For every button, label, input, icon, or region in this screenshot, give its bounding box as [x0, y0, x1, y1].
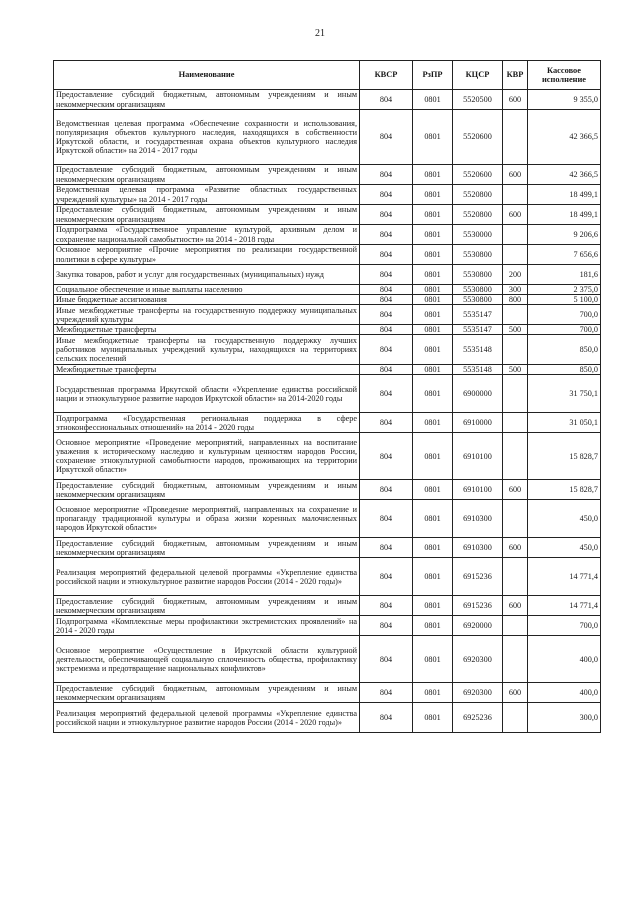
row-rzpr: 0801	[413, 500, 453, 538]
row-rzpr: 0801	[413, 375, 453, 413]
row-sum: 700,0	[528, 616, 601, 636]
row-rzpr: 0801	[413, 185, 453, 205]
row-kvr: 500	[503, 365, 528, 375]
row-kvsr: 804	[360, 413, 413, 433]
row-kvsr: 804	[360, 596, 413, 616]
row-kcsr: 6900000	[453, 375, 503, 413]
row-rzpr: 0801	[413, 636, 453, 683]
row-sum: 14 771,4	[528, 596, 601, 616]
row-kvr	[503, 245, 528, 265]
row-rzpr: 0801	[413, 90, 453, 110]
row-kvsr: 804	[360, 185, 413, 205]
row-kcsr: 6910100	[453, 480, 503, 500]
row-kcsr: 6910300	[453, 500, 503, 538]
row-kvsr: 804	[360, 225, 413, 245]
row-kvr	[503, 225, 528, 245]
row-sum: 31 050,1	[528, 413, 601, 433]
row-sum: 14 771,4	[528, 558, 601, 596]
row-rzpr: 0801	[413, 225, 453, 245]
row-kvr: 600	[503, 596, 528, 616]
row-sum: 42 366,5	[528, 110, 601, 165]
table-row	[54, 110, 601, 165]
row-sum: 42 366,5	[528, 165, 601, 185]
row-name: Основное мероприятие «Осуществление в Иркутской области культурной деятельности, обеспечивающей социальную сплоченность общества, профилактику экстремизма и предотвращение национальных конфликтов»	[54, 636, 360, 683]
header-rzpr: РзПР	[413, 61, 453, 90]
row-sum: 181,6	[528, 265, 601, 285]
table-row	[54, 636, 601, 683]
table-row	[54, 538, 601, 558]
row-name: Реализация мероприятий федеральной целевой программы «Укрепление единства российской нации и этнокультурное развитие народов России (2014 - 2020 годы)»	[54, 703, 360, 733]
row-sum: 31 750,1	[528, 375, 601, 413]
table-row	[54, 413, 601, 433]
row-kvr	[503, 558, 528, 596]
row-kvsr: 804	[360, 500, 413, 538]
table-row	[54, 616, 601, 636]
row-kvsr: 804	[360, 433, 413, 480]
row-kcsr: 5530800	[453, 295, 503, 305]
row-kvsr: 804	[360, 636, 413, 683]
row-sum: 400,0	[528, 683, 601, 703]
row-rzpr: 0801	[413, 295, 453, 305]
row-rzpr: 0801	[413, 245, 453, 265]
row-kcsr: 6910100	[453, 433, 503, 480]
row-kcsr: 5520600	[453, 165, 503, 185]
row-name: Реализация мероприятий федеральной целевой программы «Укрепление единства российской нации и этнокультурное развитие народов России (2014 - 2020 годы)»	[54, 558, 360, 596]
row-sum: 7 656,6	[528, 245, 601, 265]
row-rzpr: 0801	[413, 365, 453, 375]
table-row	[54, 245, 601, 265]
header-kcsr: КЦСР	[453, 61, 503, 90]
row-kcsr: 5520500	[453, 90, 503, 110]
table-body	[54, 90, 601, 733]
row-kcsr: 6925236	[453, 703, 503, 733]
row-kvsr: 804	[360, 703, 413, 733]
page-number: 21	[315, 28, 325, 39]
row-rzpr: 0801	[413, 110, 453, 165]
header-kvr: КВР	[503, 61, 528, 90]
row-kvr: 600	[503, 683, 528, 703]
row-sum: 18 499,1	[528, 185, 601, 205]
row-name: Основное мероприятие «Проведение мероприятий, направленных на воспитание уважения к историческому наследию и культурным ценностям народов России, сохранение этнокультурной самобытности народов, проживающих на территории Иркутской области»	[54, 433, 360, 480]
row-kvsr: 804	[360, 538, 413, 558]
table-row	[54, 596, 601, 616]
row-kcsr: 5535147	[453, 305, 503, 325]
row-kvsr: 804	[360, 375, 413, 413]
table-row	[54, 225, 601, 245]
row-kcsr: 5530800	[453, 285, 503, 295]
row-kvsr: 804	[360, 295, 413, 305]
row-kcsr: 6920300	[453, 683, 503, 703]
row-kvr	[503, 335, 528, 365]
row-rzpr: 0801	[413, 703, 453, 733]
row-name: Основное мероприятие «Прочие мероприятия по реализации государственной политики в сфере культуры»	[54, 245, 360, 265]
header-name: Наименование	[54, 61, 360, 90]
row-kvr	[503, 500, 528, 538]
row-sum: 450,0	[528, 538, 601, 558]
table-row	[54, 480, 601, 500]
row-kvr	[503, 305, 528, 325]
row-sum: 5 100,0	[528, 295, 601, 305]
row-name: Социальное обеспечение и иные выплаты населению	[54, 285, 360, 295]
table-row	[54, 185, 601, 205]
row-rzpr: 0801	[413, 325, 453, 335]
row-kvr	[503, 616, 528, 636]
row-name: Предоставление субсидий бюджетным, автономным учреждениям и иным некоммерческим организациям	[54, 596, 360, 616]
table-row	[54, 558, 601, 596]
row-sum: 15 828,7	[528, 480, 601, 500]
row-rzpr: 0801	[413, 538, 453, 558]
row-kvsr: 804	[360, 305, 413, 325]
row-rzpr: 0801	[413, 596, 453, 616]
row-name: Предоставление субсидий бюджетным, автономным учреждениям и иным некоммерческим организациям	[54, 683, 360, 703]
row-kvsr: 804	[360, 335, 413, 365]
row-kvsr: 804	[360, 90, 413, 110]
row-kvsr: 804	[360, 616, 413, 636]
row-kvsr: 804	[360, 265, 413, 285]
row-kcsr: 5535148	[453, 335, 503, 365]
table-row	[54, 205, 601, 225]
row-name: Предоставление субсидий бюджетным, автономным учреждениям и иным некоммерческим организациям	[54, 538, 360, 558]
table-row	[54, 165, 601, 185]
row-name: Подпрограмма «Государственное управление культурой, архивным делом и сохранение национальной самобытности» на 2014 - 2018 годы	[54, 225, 360, 245]
row-sum: 15 828,7	[528, 433, 601, 480]
row-name: Предоставление субсидий бюджетным, автономным учреждениям и иным некоммерческим организациям	[54, 165, 360, 185]
row-rzpr: 0801	[413, 265, 453, 285]
row-rzpr: 0801	[413, 285, 453, 295]
row-sum: 2 375,0	[528, 285, 601, 295]
row-name: Межбюджетные трансферты	[54, 365, 360, 375]
table-row	[54, 325, 601, 335]
row-kcsr: 5530800	[453, 245, 503, 265]
row-kvr	[503, 375, 528, 413]
row-rzpr: 0801	[413, 305, 453, 325]
row-kcsr: 6915236	[453, 596, 503, 616]
row-kvr	[503, 433, 528, 480]
row-rzpr: 0801	[413, 165, 453, 185]
row-kvr: 800	[503, 295, 528, 305]
row-rzpr: 0801	[413, 558, 453, 596]
row-kcsr: 5530800	[453, 265, 503, 285]
row-kvsr: 804	[360, 683, 413, 703]
table-row	[54, 265, 601, 285]
row-rzpr: 0801	[413, 433, 453, 480]
table-row	[54, 90, 601, 110]
row-name: Закупка товаров, работ и услуг для государственных (муниципальных) нужд	[54, 265, 360, 285]
row-sum: 9 206,6	[528, 225, 601, 245]
row-rzpr: 0801	[413, 205, 453, 225]
row-rzpr: 0801	[413, 480, 453, 500]
row-kcsr: 5520800	[453, 205, 503, 225]
row-kvsr: 804	[360, 480, 413, 500]
table-row	[54, 703, 601, 733]
row-kvr: 600	[503, 165, 528, 185]
row-sum: 400,0	[528, 636, 601, 683]
row-kvsr: 804	[360, 165, 413, 185]
row-sum: 850,0	[528, 365, 601, 375]
row-kcsr: 6920000	[453, 616, 503, 636]
row-kvsr: 804	[360, 365, 413, 375]
row-name: Иные межбюджетные трансферты на государственную поддержку муниципальных учреждений культуры	[54, 305, 360, 325]
row-rzpr: 0801	[413, 683, 453, 703]
row-kvr: 600	[503, 205, 528, 225]
row-kcsr: 5535148	[453, 365, 503, 375]
header-sum: Кассовое исполнение	[528, 61, 601, 90]
row-name: Ведомственная целевая программа «Обеспечение сохранности и использования, популяризация объектов культурного наследия, находящихся в собственности Иркутской области, и государственная охрана объектов культурного наследия Иркутской области» на 2014 - 2017 годы	[54, 110, 360, 165]
row-name: Предоставление субсидий бюджетным, автономным учреждениям и иным некоммерческим организациям	[54, 90, 360, 110]
row-rzpr: 0801	[413, 413, 453, 433]
table-header-row	[54, 61, 601, 90]
row-name: Ведомственная целевая программа «Развитие областных государственных учреждений культуры» на 2014 - 2017 годы	[54, 185, 360, 205]
row-kvsr: 804	[360, 285, 413, 295]
row-kvr: 200	[503, 265, 528, 285]
row-kcsr: 6920300	[453, 636, 503, 683]
row-kvsr: 804	[360, 558, 413, 596]
row-kvsr: 804	[360, 325, 413, 335]
row-sum: 300,0	[528, 703, 601, 733]
row-kcsr: 5520800	[453, 185, 503, 205]
row-kvsr: 804	[360, 245, 413, 265]
budget-table	[53, 60, 601, 733]
table-row	[54, 433, 601, 480]
table-row	[54, 500, 601, 538]
row-kcsr: 6915236	[453, 558, 503, 596]
row-kvr: 500	[503, 325, 528, 335]
row-name: Предоставление субсидий бюджетным, автономным учреждениям и иным некоммерческим организациям	[54, 480, 360, 500]
row-kvr: 600	[503, 538, 528, 558]
row-sum: 700,0	[528, 305, 601, 325]
row-kvr	[503, 703, 528, 733]
table-row	[54, 375, 601, 413]
row-name: Подпрограмма «Государственная региональная поддержка в сфере этноконфессиональных отношений» на 2014 - 2020 годы	[54, 413, 360, 433]
row-name: Иные межбюджетные трансферты на государственную поддержку лучших работников муниципальных учреждений культуры, находящихся на территориях сельских поселений	[54, 335, 360, 365]
row-rzpr: 0801	[413, 616, 453, 636]
row-sum: 450,0	[528, 500, 601, 538]
row-sum: 18 499,1	[528, 205, 601, 225]
row-kvsr: 804	[360, 110, 413, 165]
row-name: Основное мероприятие «Проведение мероприятий, направленных на сохранение и пропаганду традиционной культуры и образа жизни коренных малочисленных народов Иркутской области»	[54, 500, 360, 538]
row-rzpr: 0801	[413, 335, 453, 365]
row-kcsr: 5520600	[453, 110, 503, 165]
row-kvr: 600	[503, 480, 528, 500]
row-kvr	[503, 413, 528, 433]
row-sum: 9 355,0	[528, 90, 601, 110]
row-kvr	[503, 636, 528, 683]
row-sum: 850,0	[528, 335, 601, 365]
row-kcsr: 6910000	[453, 413, 503, 433]
row-name: Межбюджетные трансферты	[54, 325, 360, 335]
row-name: Государственная программа Иркутской области «Укрепление единства российской нации и этнокультурное развитие народов Иркутской области» на 2014-2020 годы	[54, 375, 360, 413]
row-kcsr: 5530000	[453, 225, 503, 245]
table-row	[54, 305, 601, 325]
row-kvr: 300	[503, 285, 528, 295]
row-kvr: 600	[503, 90, 528, 110]
row-name: Иные бюджетные ассигнования	[54, 295, 360, 305]
header-kvsr: КВСР	[360, 61, 413, 90]
table-row	[54, 683, 601, 703]
row-name: Подпрограмма «Комплексные меры профилактики экстремистских проявлений» на 2014 - 2020 годы	[54, 616, 360, 636]
row-kvr	[503, 110, 528, 165]
row-kcsr: 6910300	[453, 538, 503, 558]
row-sum: 700,0	[528, 325, 601, 335]
table-row	[54, 295, 601, 305]
row-kvsr: 804	[360, 205, 413, 225]
row-name: Предоставление субсидий бюджетным, автономным учреждениям и иным некоммерческим организациям	[54, 205, 360, 225]
table-row	[54, 365, 601, 375]
table-row	[54, 335, 601, 365]
row-kcsr: 5535147	[453, 325, 503, 335]
row-kvr	[503, 185, 528, 205]
table-row	[54, 285, 601, 295]
